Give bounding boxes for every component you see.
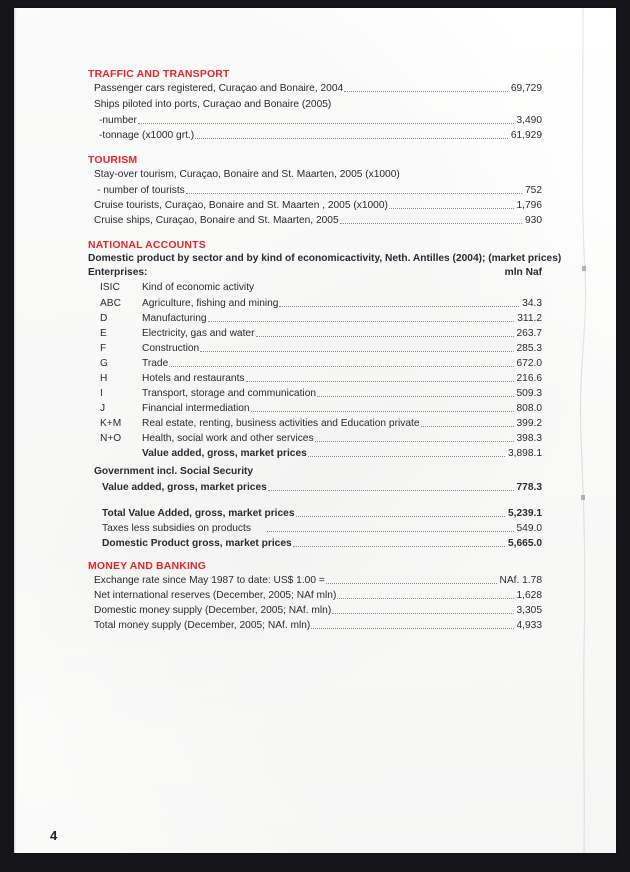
row-ships-number	[99, 115, 542, 126]
table-row	[100, 403, 542, 414]
table-row	[100, 358, 542, 369]
row-value: 3,490	[516, 115, 542, 126]
activity-description: Transport, storage and communication	[142, 388, 317, 399]
row-domestic-money-supply	[94, 605, 542, 616]
table-row	[100, 313, 542, 324]
leader-dots	[326, 582, 497, 584]
row-label: -tonnage (x1000 grt.)	[99, 130, 195, 141]
section-title-tourism: TOURISM	[88, 154, 138, 166]
leader-dots	[267, 530, 514, 532]
leader-dots	[317, 395, 513, 397]
activity-description: Hotels and restaurants	[142, 373, 245, 384]
activity-value: 285.3	[516, 343, 542, 354]
page-content	[14, 8, 616, 853]
leader-dots	[308, 455, 505, 457]
row-label: Net international reserves (December, 2005; NAf mln)	[94, 590, 337, 601]
row-value: 549.0	[516, 523, 542, 534]
row-label: Cruise tourists, Curaçao, Bonaire and St. Maarten , 2005 (x1000)	[94, 200, 388, 211]
leader-dots	[340, 222, 522, 224]
isic-code: N+O	[100, 433, 122, 444]
column-header-activity: Kind of economic activity	[142, 282, 255, 293]
government-heading: Government incl. Social Security	[94, 466, 254, 477]
isic-code: D	[100, 313, 108, 324]
document-page	[14, 8, 616, 853]
row-value: 1,796	[516, 200, 542, 211]
row-exchange-rate	[94, 575, 542, 586]
isic-code: H	[100, 373, 108, 384]
unit-label: mln Naf	[504, 267, 542, 278]
activity-description: Health, social work and other services	[142, 433, 314, 444]
table-row-total	[100, 448, 542, 459]
activity-value: 311.2	[517, 313, 542, 324]
activity-value: 263.7	[516, 328, 542, 339]
row-label: Cruise ships, Curaçao, Bonaire and St. Maarten, 2005	[94, 215, 339, 226]
isic-code: J	[100, 403, 106, 414]
row-domestic-product-gross	[102, 538, 542, 549]
row-value: 61,929	[510, 130, 542, 141]
activity-value: 216.6	[516, 373, 542, 384]
activity-description: Financial intermediation	[142, 403, 250, 414]
activity-value: 672.0	[516, 358, 542, 369]
row-label: Exchange rate since May 1987 to date: US$ 1.00 =	[94, 575, 325, 586]
row-taxes-less-subsidies	[102, 523, 542, 534]
row-ships-tonnage	[99, 130, 542, 141]
leader-dots	[251, 410, 514, 412]
activity-description: Real estate, renting, business activities and Education private	[142, 418, 420, 429]
activity-description: Agriculture, fishing and mining	[142, 298, 279, 309]
row-value: 930	[525, 215, 542, 226]
leader-dots	[332, 612, 513, 614]
leader-dots	[279, 305, 519, 307]
leader-dots	[208, 320, 515, 322]
row-value: 5,239.1	[508, 508, 542, 519]
row-value: 4,933	[516, 620, 542, 631]
row-stayover-heading: Stay-over tourism, Curaçao, Bonaire and St. Maarten, 2005 (x1000)	[94, 169, 400, 180]
leader-dots	[337, 597, 513, 599]
leader-dots	[315, 440, 514, 442]
table-header-row	[100, 282, 542, 293]
leader-dots	[195, 137, 508, 139]
leader-dots	[389, 207, 514, 209]
table-row	[100, 343, 542, 354]
row-label: -number	[99, 115, 137, 126]
row-label: - number of tourists	[97, 185, 185, 196]
row-total-money-supply	[94, 620, 542, 631]
row-value: 5,665.0	[508, 538, 542, 549]
row-cruise-ships	[94, 215, 542, 226]
row-value: 778.3	[516, 482, 542, 493]
table-row	[100, 373, 542, 384]
leader-dots	[256, 335, 514, 337]
leader-dots	[268, 489, 514, 491]
leader-dots	[296, 515, 506, 517]
activity-description: Trade	[142, 358, 169, 369]
row-net-international-reserves	[94, 590, 542, 601]
activity-description: Electricity, gas and water	[142, 328, 255, 339]
isic-code: I	[100, 388, 103, 399]
row-label: Total money supply (December, 2005; NAf. mln)	[94, 620, 311, 631]
activity-value: 3,898.1	[508, 448, 542, 459]
page-number: 4	[50, 828, 58, 843]
activity-value: 399.2	[516, 418, 542, 429]
leader-dots	[255, 290, 539, 291]
row-government-value-added	[102, 482, 542, 493]
table-row	[100, 418, 542, 429]
row-number-of-tourists	[97, 185, 542, 196]
leader-dots	[200, 350, 513, 352]
leader-dots	[311, 627, 513, 629]
row-value: NAf. 1.78	[499, 575, 542, 586]
leader-dots	[293, 545, 505, 547]
row-passenger-cars	[94, 83, 542, 94]
table-row	[100, 328, 542, 339]
row-value: 69,729	[510, 83, 542, 94]
isic-code: G	[100, 358, 108, 369]
activity-value: 398.3	[516, 433, 542, 444]
activity-value: 808.0	[516, 403, 542, 414]
table-row	[100, 298, 542, 309]
activity-value: 509.3	[516, 388, 542, 399]
table-row	[100, 433, 542, 444]
column-header-isic: ISIC	[100, 282, 120, 293]
row-label: Passenger cars registered, Curaçao and Bonaire, 2004	[94, 83, 344, 94]
leader-dots	[169, 365, 513, 367]
isic-code: E	[100, 328, 107, 339]
national-accounts-subtitle: Domestic product by sector and by kind of economicactivity, Neth. Antilles (2004); (market prices)	[88, 253, 562, 264]
section-title-money-and-banking: MONEY AND BANKING	[88, 560, 207, 572]
activity-description: Construction	[142, 343, 200, 354]
row-ships-piloted-heading: Ships piloted into ports, Curaçao and Bonaire (2005)	[94, 99, 332, 110]
isic-code: ABC	[100, 298, 121, 309]
row-label: Domestic Product gross, market prices	[102, 538, 292, 549]
section-title-traffic: TRAFFIC AND TRANSPORT	[88, 68, 230, 80]
row-cruise-tourists	[94, 200, 542, 211]
activity-description: Manufacturing	[142, 313, 207, 324]
row-label: Domestic money supply (December, 2005; NAf. mln)	[94, 605, 332, 616]
leader-dots	[186, 192, 522, 194]
activity-description: Value added, gross, market prices	[142, 448, 307, 459]
enterprises-label: Enterprises:	[88, 267, 148, 278]
isic-code: K+M	[100, 418, 122, 429]
row-value: 752	[525, 185, 542, 196]
leader-dots	[138, 122, 514, 124]
leader-dots	[246, 380, 514, 382]
row-label: Value added, gross, market prices	[102, 482, 267, 493]
leader-dots	[344, 90, 508, 92]
table-row	[100, 388, 542, 399]
section-title-national-accounts: NATIONAL ACCOUNTS	[88, 239, 206, 251]
row-label: Total Value Added, gross, market prices	[102, 508, 295, 519]
leader-dots	[421, 425, 514, 427]
activity-value: 34.3	[522, 298, 542, 309]
row-label: Taxes less subsidies on products	[102, 523, 251, 534]
row-value: 3,305	[516, 605, 542, 616]
row-total-value-added	[102, 508, 542, 519]
isic-code: F	[100, 343, 107, 354]
row-value: 1,628	[516, 590, 542, 601]
